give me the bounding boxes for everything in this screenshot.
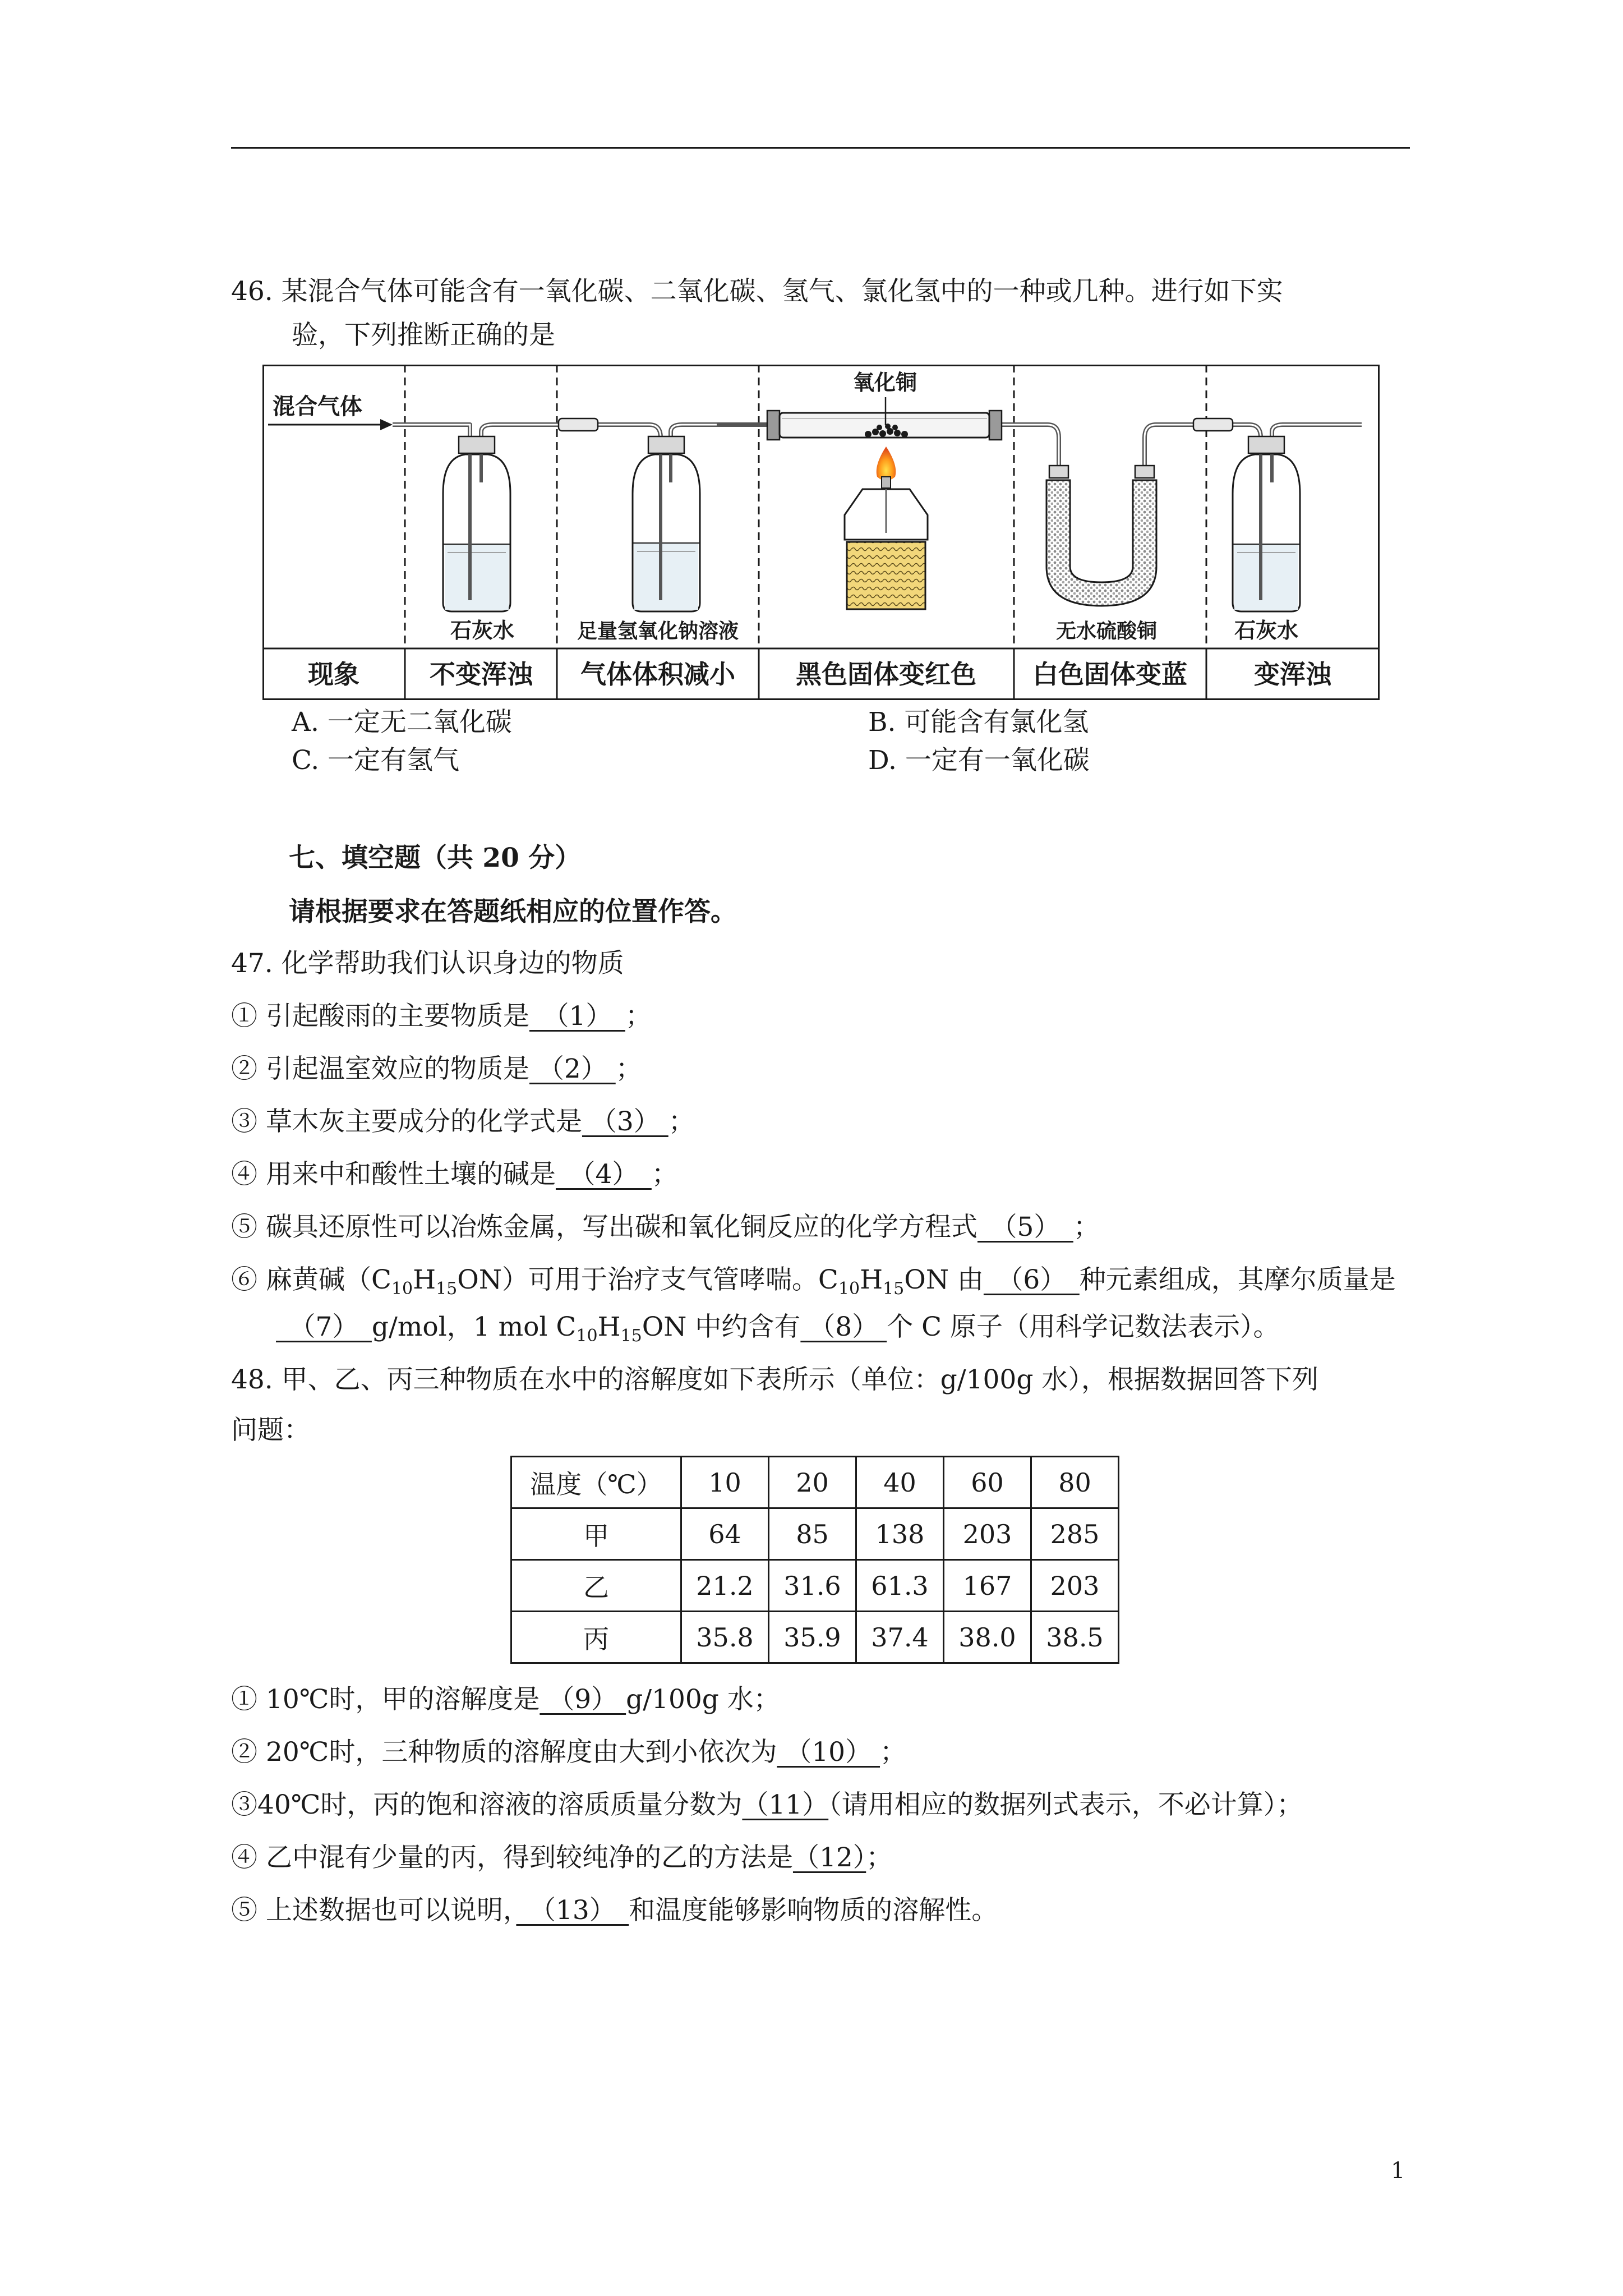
page-number: 1 — [1391, 2158, 1405, 2184]
table-cell: 61.3 — [856, 1560, 944, 1612]
blank-13: （13） — [516, 1895, 629, 1926]
bottle-naoh — [633, 436, 700, 611]
rubber-connector-1 — [559, 418, 598, 431]
phenomenon-limewater-1: 不变浑浊 — [430, 659, 533, 689]
q48-item-5: ⑤ 上述数据也可以说明， （13） 和温度能够影响物质的溶解性。 — [231, 1895, 998, 1926]
table-temp-cell: 10 — [681, 1457, 769, 1508]
q47-stem: 47. 化学帮助我们认识身边的物质 — [231, 948, 624, 979]
q47-item-2: ② 引起温室效应的物质是 （2） ； — [231, 1053, 642, 1084]
table-temp-cell: 40 — [856, 1457, 944, 1508]
q48-item-2: ② 20℃时，三种物质的溶解度由大到小依次为 （10） ； — [231, 1737, 907, 1768]
label-limewater-1: 石灰水 — [450, 618, 515, 643]
table-cell: 85 — [769, 1508, 856, 1560]
q47-item-4: ④ 用来中和酸性土壤的碱是 （4） ； — [231, 1159, 678, 1190]
bottle-limewater-2 — [1233, 436, 1300, 611]
q46-stem-line2: 验，下列推断正确的是 — [292, 320, 555, 351]
q46-option-c: C. 一定有氢气 — [292, 745, 460, 776]
table-cell: 37.4 — [856, 1612, 944, 1663]
section7-instruction: 请根据要求在答题纸相应的位置作答。 — [289, 896, 737, 927]
blank-1: （1） — [529, 1001, 625, 1032]
table-row — [511, 1508, 1119, 1560]
table-temp-cell: 20 — [769, 1457, 856, 1508]
header-rule — [231, 147, 1410, 149]
table-temp-cell: 80 — [1031, 1457, 1119, 1508]
table-temp-cell: 60 — [944, 1457, 1031, 1508]
phenomena-row-header: 现象 — [308, 659, 359, 689]
table-row — [511, 1560, 1119, 1612]
table-cell: 38.5 — [1031, 1612, 1119, 1663]
blank-10: （10） — [777, 1737, 880, 1768]
q47-item-1: ① 引起酸雨的主要物质是 （1） ； — [231, 1001, 652, 1032]
inlet-label: 混合气体 — [273, 393, 362, 420]
table-cell: 64 — [681, 1508, 769, 1560]
q47-item-6-line1: ⑥ 麻黄碱$(C_{10}H_{15}ON)$可用于治疗支气管哮喘。$C_{10}H_{15}ON$ 由 （6） 种元素组成，其摩尔质量是 — [231, 1264, 1396, 1299]
phenomenon-copper-sulfate: 白色固体变蓝 — [1032, 659, 1187, 689]
table-cell: 203 — [1031, 1560, 1119, 1612]
alcohol-lamp — [845, 447, 928, 609]
phenomenon-naoh: 气体体积减小 — [580, 659, 735, 689]
table-cell: 138 — [856, 1508, 944, 1560]
phenomenon-limewater-2: 变浑浊 — [1254, 659, 1331, 689]
blank-3: （3） — [582, 1106, 668, 1137]
label-naoh: 足量氢氧化钠溶液 — [577, 619, 739, 643]
table-header-temperature: 温度（℃） — [511, 1457, 681, 1508]
bottle-limewater-1 — [443, 436, 510, 611]
label-limewater-2: 石灰水 — [1234, 618, 1299, 643]
table-header-row — [511, 1457, 1119, 1508]
rubber-connector-2 — [1193, 418, 1233, 431]
table-row-name: 甲 — [511, 1508, 681, 1560]
q46-stem-line1: 46. 某混合气体可能含有一氧化碳、二氧化碳、氢气、氯化氢中的一种或几种。进行如下实 — [231, 276, 1283, 307]
table-cell: 35.8 — [681, 1612, 769, 1663]
table-cell: 31.6 — [769, 1560, 856, 1612]
table-row-name: 丙 — [511, 1612, 681, 1663]
blank-12: （12） — [792, 1842, 866, 1873]
q48-item-3: ③40℃时，丙的饱和溶液的溶质质量分数为（11）（请用相应的数据列式表示，不必计算）； — [231, 1789, 1303, 1820]
table-row — [511, 1612, 1119, 1663]
blank-7: （7） — [276, 1312, 372, 1342]
q47-item-6-line2: （7） g/mol，1 mol $C_{10}H_{15}ON$ 中约含有 （8） 个 C 原子（用科学记数法表示）。 — [276, 1312, 1280, 1346]
table-cell: 21.2 — [681, 1560, 769, 1612]
blank-4: （4） — [555, 1159, 652, 1190]
u-tube — [1046, 466, 1156, 606]
q48-stem-line1: 48. 甲、乙、丙三种物质在水中的溶解度如下表所示（单位：g/100g 水），根据数据回答下列 — [231, 1364, 1318, 1395]
diagram-dashed-separators — [405, 365, 1206, 648]
q48-item-1: ① 10℃时，甲的溶解度是 （9） g/100g 水； — [231, 1684, 780, 1715]
table-cell: 35.9 — [769, 1612, 856, 1663]
q47-item-3: ③ 草木灰主要成分的化学式是 （3） ； — [231, 1106, 695, 1137]
table-row-name: 乙 — [511, 1560, 681, 1612]
blank-11: （11） — [742, 1789, 829, 1820]
table-cell: 167 — [944, 1560, 1031, 1612]
q47-item-5: ⑤ 碳具还原性可以冶炼金属，写出碳和氧化铜反应的化学方程式 （5） ； — [231, 1212, 1100, 1243]
table-cell: 285 — [1031, 1508, 1119, 1560]
blank-8: （8） — [800, 1312, 887, 1342]
q48-item-4: ④ 乙中混有少量的丙，得到较纯净的乙的方法是（12）； — [231, 1842, 893, 1873]
label-copper-sulfate: 无水硫酸铜 — [1055, 619, 1158, 643]
section7-title: 七、填空题（共 20 分） — [289, 843, 582, 873]
inlet-arrowhead — [380, 419, 393, 430]
blank-2: （2） — [529, 1053, 616, 1084]
table-cell: 38.0 — [944, 1612, 1031, 1663]
q46-option-d: D. 一定有一氧化碳 — [868, 745, 1090, 776]
combustion-tube — [767, 411, 1002, 440]
experiment-diagram — [262, 365, 1380, 700]
q48-stem-line2: 问题： — [231, 1415, 310, 1446]
phenomenon-copper-oxide: 黑色固体变红色 — [796, 659, 976, 689]
blank-5: （5） — [977, 1212, 1073, 1243]
blank-9: （9） — [540, 1684, 626, 1715]
table-cell: 203 — [944, 1508, 1031, 1560]
q46-option-b: B. 可能含有氯化氢 — [868, 707, 1089, 738]
q46-option-a: A. 一定无二氧化碳 — [292, 707, 512, 738]
label-copper-oxide: 氧化铜 — [852, 370, 917, 395]
blank-6: （6） — [983, 1264, 1080, 1295]
solubility-table — [510, 1456, 1119, 1664]
